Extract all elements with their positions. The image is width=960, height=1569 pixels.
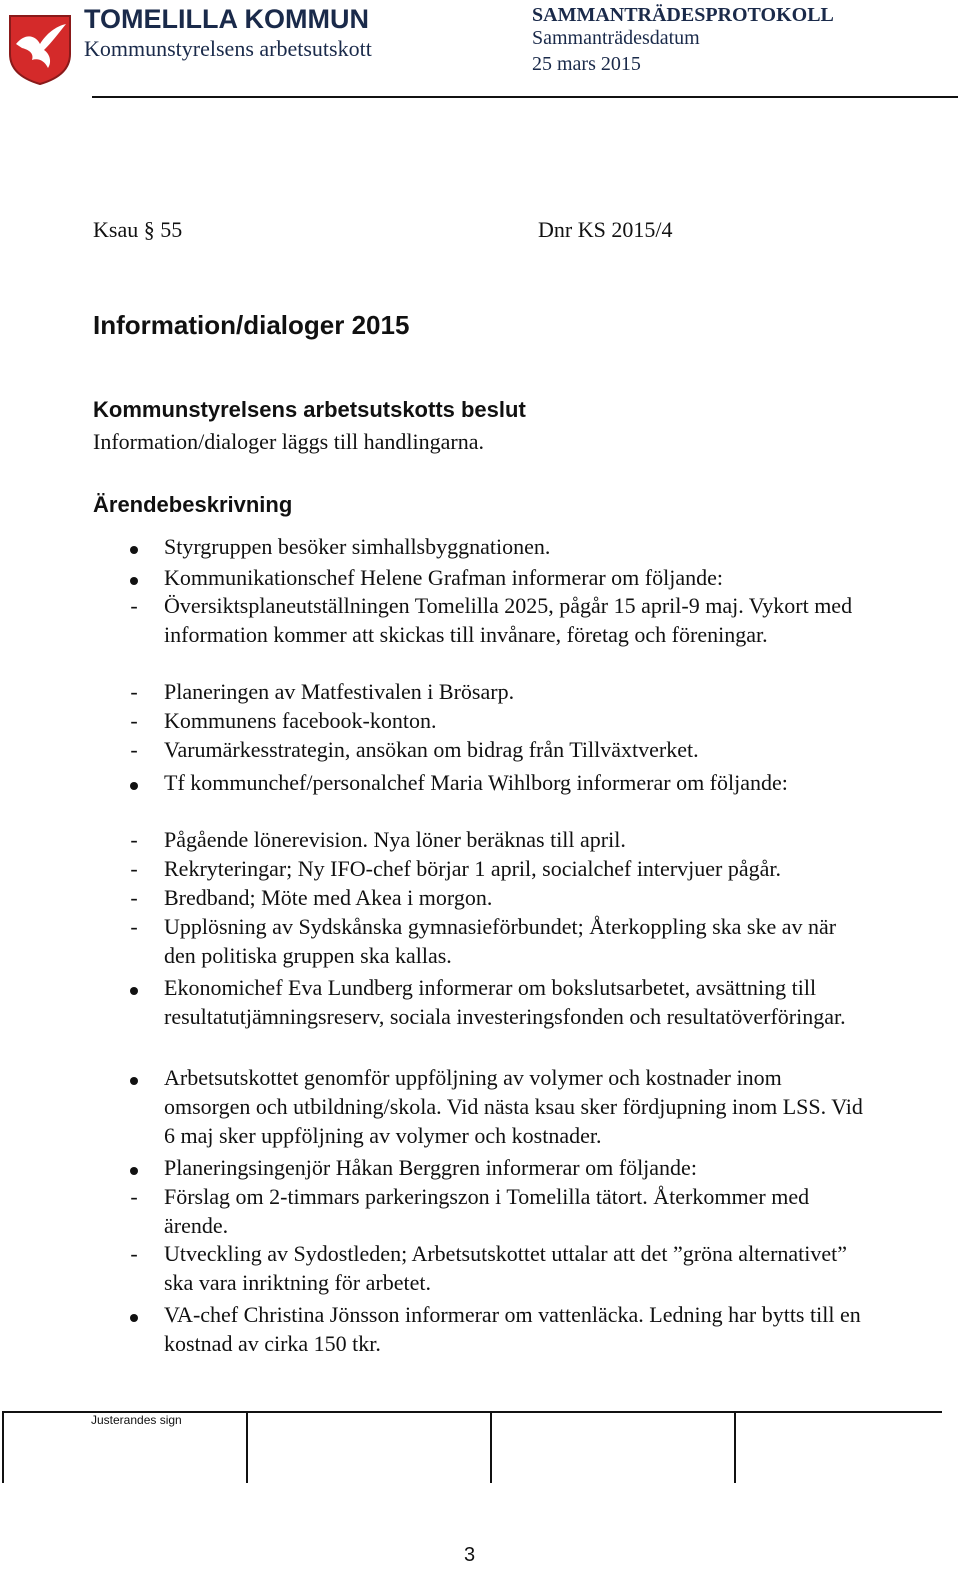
document-type: SAMMANTRÄDESPROTOKOLL <box>532 4 834 26</box>
list-item <box>164 1300 864 1358</box>
signature-label: Justerandes sign <box>91 1413 182 1427</box>
list-item-text: Pågående lönerevision. Nya löner beräknas till april. <box>164 827 626 852</box>
list-item <box>130 677 864 706</box>
list-item-text: Kommunikationschef Helene Grafman informerar om följande: <box>164 565 723 590</box>
list-item <box>130 1239 864 1297</box>
list-item <box>130 883 864 912</box>
dash-marker: - <box>130 593 138 618</box>
bullet-icon <box>127 768 141 797</box>
case-reference: Ksau § 55 <box>93 217 183 242</box>
list-item <box>164 768 864 797</box>
list-item-text: Ekonomichef Eva Lundberg informerar om bokslutsarbetet, avsättning till resultatutjämningsreserv, sociala investeringsfonden och resultatöverföringar. <box>164 975 846 1029</box>
signature-cell-border <box>490 1411 492 1483</box>
list-item-text: Styrgruppen besöker simhallsbyggnationen. <box>164 534 551 559</box>
bullet-icon <box>127 973 141 1002</box>
decision-text: Information/dialoger läggs till handlingarna. <box>93 429 485 454</box>
page-number: 3 <box>464 1544 476 1566</box>
list-item <box>130 735 864 764</box>
dash-marker: - <box>130 827 138 852</box>
list-item-text: Varumärkesstrategin, ansökan om bidrag från Tillväxtverket. <box>164 737 699 762</box>
decision-heading: Kommunstyrelsens arbetsutskotts beslut <box>93 397 526 422</box>
case-dnr: Dnr KS 2015/4 <box>538 217 673 242</box>
list-item <box>164 1153 864 1182</box>
list-item <box>164 1063 864 1150</box>
dash-marker: - <box>130 737 138 762</box>
list-item-text: Bredband; Möte med Akea i morgon. <box>164 885 493 910</box>
organization-name: TOMELILLA KOMMUN <box>84 4 369 34</box>
list-item <box>130 912 864 970</box>
signature-cell-border <box>734 1411 736 1483</box>
bullet-icon <box>127 563 141 592</box>
dash-marker: - <box>130 708 138 733</box>
date-label: Sammanträdesdatum <box>532 27 700 49</box>
bullet-icon <box>127 1063 141 1092</box>
list-item-text: Rekryteringar; Ny IFO-chef börjar 1 april, socialchef intervjuer pågår. <box>164 856 781 881</box>
list-item-text: Planeringen av Matfestivalen i Brösarp. <box>164 679 515 704</box>
dash-marker: - <box>130 679 138 704</box>
list-item <box>130 1182 864 1240</box>
signature-cell-border <box>2 1411 4 1483</box>
list-item-text: VA-chef Christina Jönsson informerar om vattenläcka. Ledning har bytts till en kostnad av cirka 150 tkr. <box>164 1302 861 1356</box>
list-item-text: Planeringsingenjör Håkan Berggren informerar om följande: <box>164 1155 697 1180</box>
committee-name: Kommunstyrelsens arbetsutskott <box>84 36 372 61</box>
bullet-icon <box>127 1153 141 1182</box>
list-item <box>130 854 864 883</box>
signature-cell-border <box>246 1411 248 1483</box>
list-item <box>164 532 864 561</box>
meeting-date: 25 mars 2015 <box>532 53 641 75</box>
list-item <box>164 973 864 1031</box>
bullet-icon <box>127 1300 141 1329</box>
list-item-text: Förslag om 2-timmars parkeringszon i Tomelilla tätort. Återkommer med ärende. <box>164 1184 810 1238</box>
list-item-text: Utveckling av Sydostleden; Arbetsutskottet uttalar att det ”gröna alternativet” ska vara inriktning för arbetet. <box>164 1241 848 1295</box>
dash-marker: - <box>130 1184 138 1209</box>
list-item-text: Kommunens facebook-konton. <box>164 708 437 733</box>
dash-marker: - <box>130 1241 138 1266</box>
bullet-icon <box>127 532 141 561</box>
list-item <box>164 563 864 592</box>
list-item-text: Översiktsplaneutställningen Tomelilla 2025, pågår 15 april-9 maj. Vykort med information kommer att skickas till invånare, företag och föreningar. <box>164 593 853 647</box>
list-item <box>130 825 864 854</box>
page-title: Information/dialoger 2015 <box>93 310 410 340</box>
list-item <box>130 706 864 735</box>
dash-marker: - <box>130 885 138 910</box>
list-item <box>130 591 864 649</box>
list-item-text: Tf kommunchef/personalchef Maria Wihlborg informerar om följande: <box>164 770 788 795</box>
list-item-text: Upplösning av Sydskånska gymnasieförbundet; Återkoppling ska ske av när den politiska gruppen ska kallas. <box>164 914 837 968</box>
dash-marker: - <box>130 856 138 881</box>
description-heading: Ärendebeskrivning <box>93 492 293 517</box>
dash-marker: - <box>130 914 138 939</box>
list-item-text: Arbetsutskottet genomför uppföljning av volymer och kostnader inom omsorgen och utbildning/skola. Vid nästa ksau sker fördjupning inom LSS. Vid 6 maj sker uppföljning av volymer och kostnader. <box>164 1065 863 1148</box>
